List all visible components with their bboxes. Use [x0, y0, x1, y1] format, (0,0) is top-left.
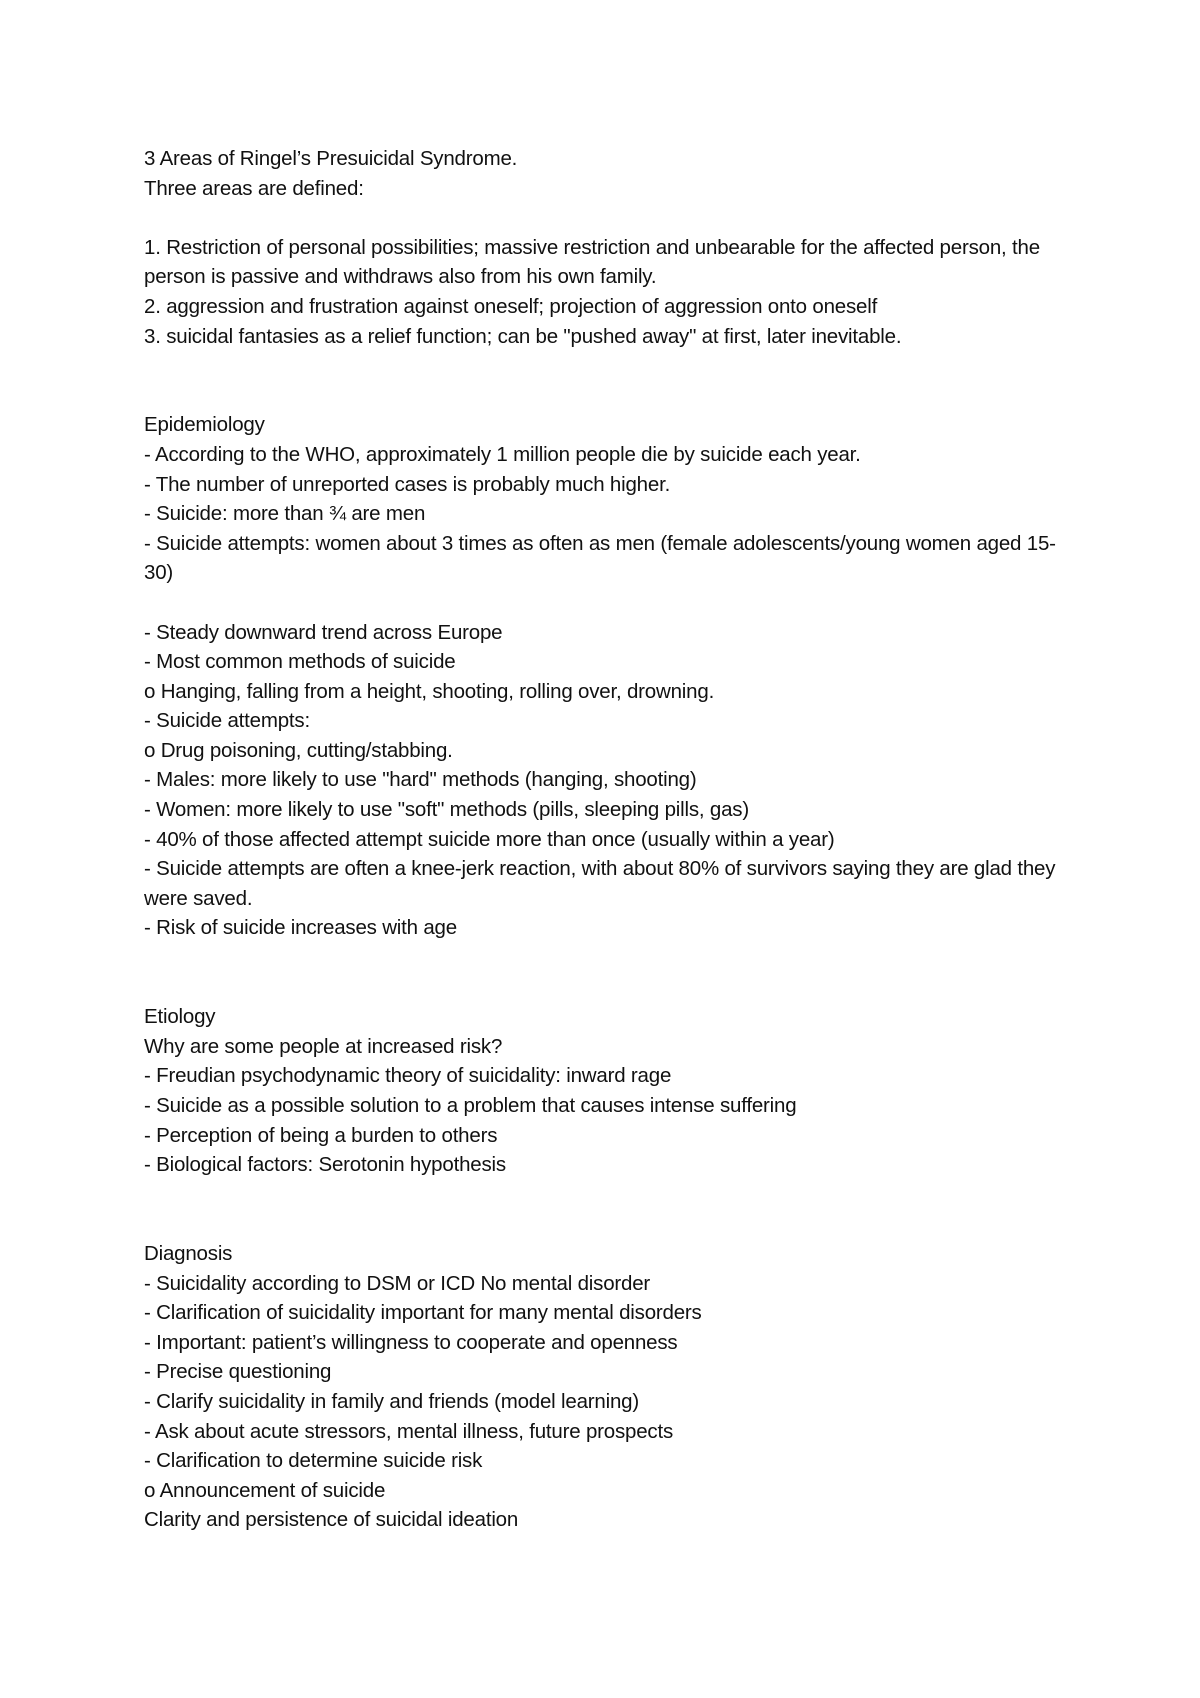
epidemiology-line: - Most common methods of suicide [144, 650, 456, 674]
etiology-line: - Suicide as a possible solution to a problem that causes intense suffering [144, 1094, 797, 1117]
etiology-line: - Biological factors: Serotonin hypothesis [144, 1153, 506, 1177]
epidemiology-subline: o Hanging, falling from a height, shooting, rolling over, drowning. [144, 679, 715, 703]
diagnosis-line: Clarity and persistence of suicidal ideation [144, 1508, 519, 1532]
ringel-title: 3 Areas of Ringel’s Presuicidal Syndrome. [144, 147, 518, 170]
etiology-heading: Etiology [144, 1005, 216, 1029]
epidemiology-line: - 40% of those affected attempt suicide more than once (usually within a year) [144, 827, 835, 851]
diagnosis-line: - Ask about acute stressors, mental illness, future prospects [144, 1419, 674, 1443]
etiology-line: - Freudian psychodynamic theory of suicidality: inward rage [144, 1064, 672, 1088]
epidemiology-line: - Steady downward trend across Europe [144, 620, 503, 644]
etiology-line: - Perception of being a burden to others [144, 1123, 498, 1147]
spacer [144, 203, 1080, 233]
diagnosis-line: - Important: patient’s willingness to cooperate and openness [144, 1330, 678, 1354]
epidemiology-heading: Epidemiology [144, 413, 265, 437]
epidemiology-line: - Suicide attempts are often a knee-jerk reaction, with about 80% of survivors saying they are glad they were saved. [144, 857, 1056, 910]
ringel-intro: Three areas are defined: [144, 176, 364, 200]
etiology-question: Why are some people at increased risk? [144, 1034, 503, 1058]
diagnosis-line: - Clarify suicidality in family and friends (model learning) [144, 1389, 639, 1413]
spacer [144, 351, 1080, 410]
epidemiology-line: - Risk of suicide increases with age [144, 916, 457, 940]
epidemiology-line: - The number of unreported cases is probably much higher. [144, 472, 671, 496]
epidemiology-line: - Women: more likely to use "soft" methods (pills, sleeping pills, gas) [144, 798, 749, 822]
ringel-item: 2. aggression and frustration against oneself; projection of aggression onto oneself [144, 294, 878, 318]
diagnosis-subline: o Announcement of suicide [144, 1478, 386, 1502]
diagnosis-line: - Clarification of suicidality important for many mental disorders [144, 1301, 702, 1325]
epidemiology-line: - Suicide attempts: women about 3 times as often as men (female adolescents/young women aged 15-30) [144, 531, 1056, 585]
diagnosis-line: - Clarification to determine suicide risk [144, 1449, 483, 1473]
spacer [144, 943, 1080, 1002]
ringel-item: 3. suicidal fantasies as a relief function; can be "pushed away" at first, later inevitable. [144, 324, 902, 348]
epidemiology-line: - Suicide attempts: [144, 709, 310, 733]
diagnosis-heading: Diagnosis [144, 1241, 233, 1265]
document-body [144, 144, 1080, 1535]
diagnosis-line: - Precise questioning [144, 1360, 332, 1384]
spacer [144, 1180, 1080, 1239]
epidemiology-line: - Males: more likely to use "hard" methods (hanging, shooting) [144, 768, 697, 792]
diagnosis-line: - Suicidality according to DSM or ICD No mental disorder [144, 1271, 651, 1295]
epidemiology-line: - Suicide: more than ¾ are men [144, 502, 426, 526]
ringel-item: 1. Restriction of personal possibilities; massive restriction and unbearable for the affected person, the person is passive and withdraws also from his own family. [144, 235, 1040, 289]
epidemiology-subline: o Drug poisoning, cutting/stabbing. [144, 738, 453, 762]
epidemiology-line: - According to the WHO, approximately 1 million people die by suicide each year. [144, 442, 861, 466]
spacer [144, 588, 1080, 618]
